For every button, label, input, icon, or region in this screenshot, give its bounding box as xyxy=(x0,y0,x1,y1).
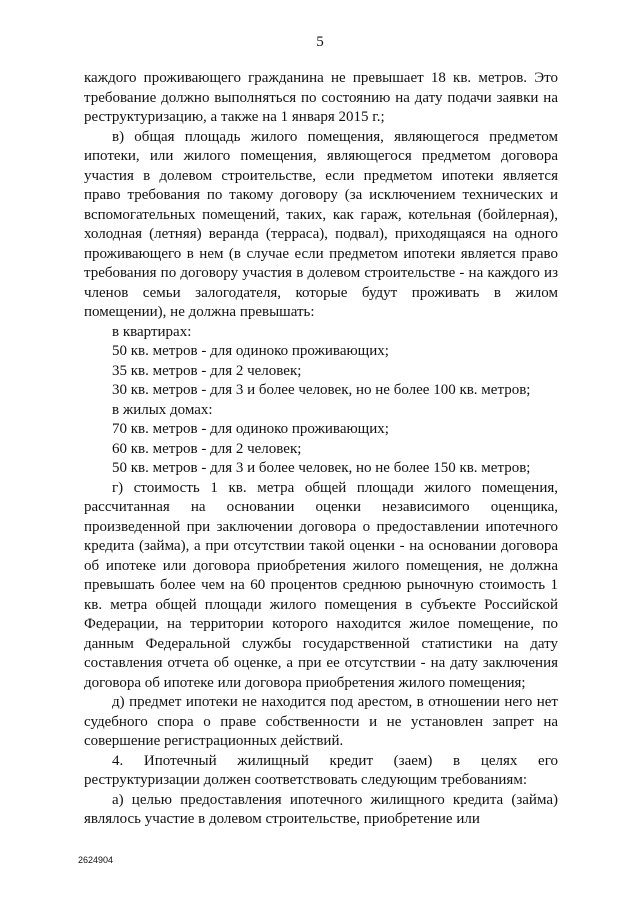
paragraph-item-v: в) общая площадь жилого помещения, являющегося предметом ипотеки, или жилого помещения, являющегося предметом договора участия в долевом строительстве, если предметом ипотеки является право требования по такому договору (за исключением технических и вспомогательных помещений, таких, как гараж, котельная (бойлерная), холодная (летняя) веранда (терраса), подвал), приходящаяся на одного проживающего в нем (в случае если предметом ипотеки является право требования по договору участия в долевом строительстве - на каждого из членов семьи залогодателя, которые будут проживать в жилом помещении), не должна превышать: xyxy=(84,128,558,320)
paragraph-item-d: д) предмет ипотеки не находится под арестом, в отношении него нет судебного спора о праве собственности и не установлен запрет на совершение регистрационных действий. xyxy=(84,694,558,749)
list-item: 70 кв. метров - для одиноко проживающих; xyxy=(112,421,389,437)
list-item: 35 кв. метров - для 2 человек; xyxy=(112,362,302,379)
list-heading-houses: в жилых домах: xyxy=(112,401,213,418)
paragraph-item-a: а) целью предоставления ипотечного жилищного кредита (займа) являлось участие в долевом строительстве, приобретение или xyxy=(84,791,558,827)
list-heading-apartments: в квартирах: xyxy=(112,323,192,340)
list-item: 30 кв. метров - для 3 и более человек, но не более 100 кв. метров; xyxy=(112,382,531,398)
paragraph-continuation: каждого проживающего гражданина не превышает 18 кв. метров. Это требование должно выполняться по состоянию на дату подачи заявки на реструктуризацию, а также на 1 января 2015 г.; xyxy=(84,70,558,125)
document-body xyxy=(84,69,558,830)
list-item: 50 кв. метров - для одиноко проживающих; xyxy=(112,343,389,359)
document-code: 2624904 xyxy=(78,855,114,865)
paragraph-section-4: 4. Ипотечный жилищный кредит (заем) в целях его реструктуризации должен соответствовать следующим требованиям: xyxy=(84,752,558,788)
page-number: 5 xyxy=(316,34,324,50)
paragraph-item-g: г) стоимость 1 кв. метра общей площади жилого помещения, рассчитанная на основании оценки независимого оценщика, произведенной при заключении договора о предоставлении ипотечного кредита (займа), а при отсутствии такой оценки - на основании договора об ипотеке или договора приобретения жилого помещения, не должна превышать более чем на 60 процентов среднюю рыночную стоимость 1 кв. метра общей площади жилого помещения в субъекте Российской Федерации, на территории которого находится жилое помещение, по данным Федеральной службы государственной статистики на дату составления отчета об оценке, а при ее отсутствии - на дату заключения договора об ипотеке или договора приобретения жилого помещения; xyxy=(84,479,558,691)
list-item: 50 кв. метров - для 3 и более человек, но не более 150 кв. метров; xyxy=(112,460,531,476)
list-item: 60 кв. метров - для 2 человек; xyxy=(112,440,302,457)
